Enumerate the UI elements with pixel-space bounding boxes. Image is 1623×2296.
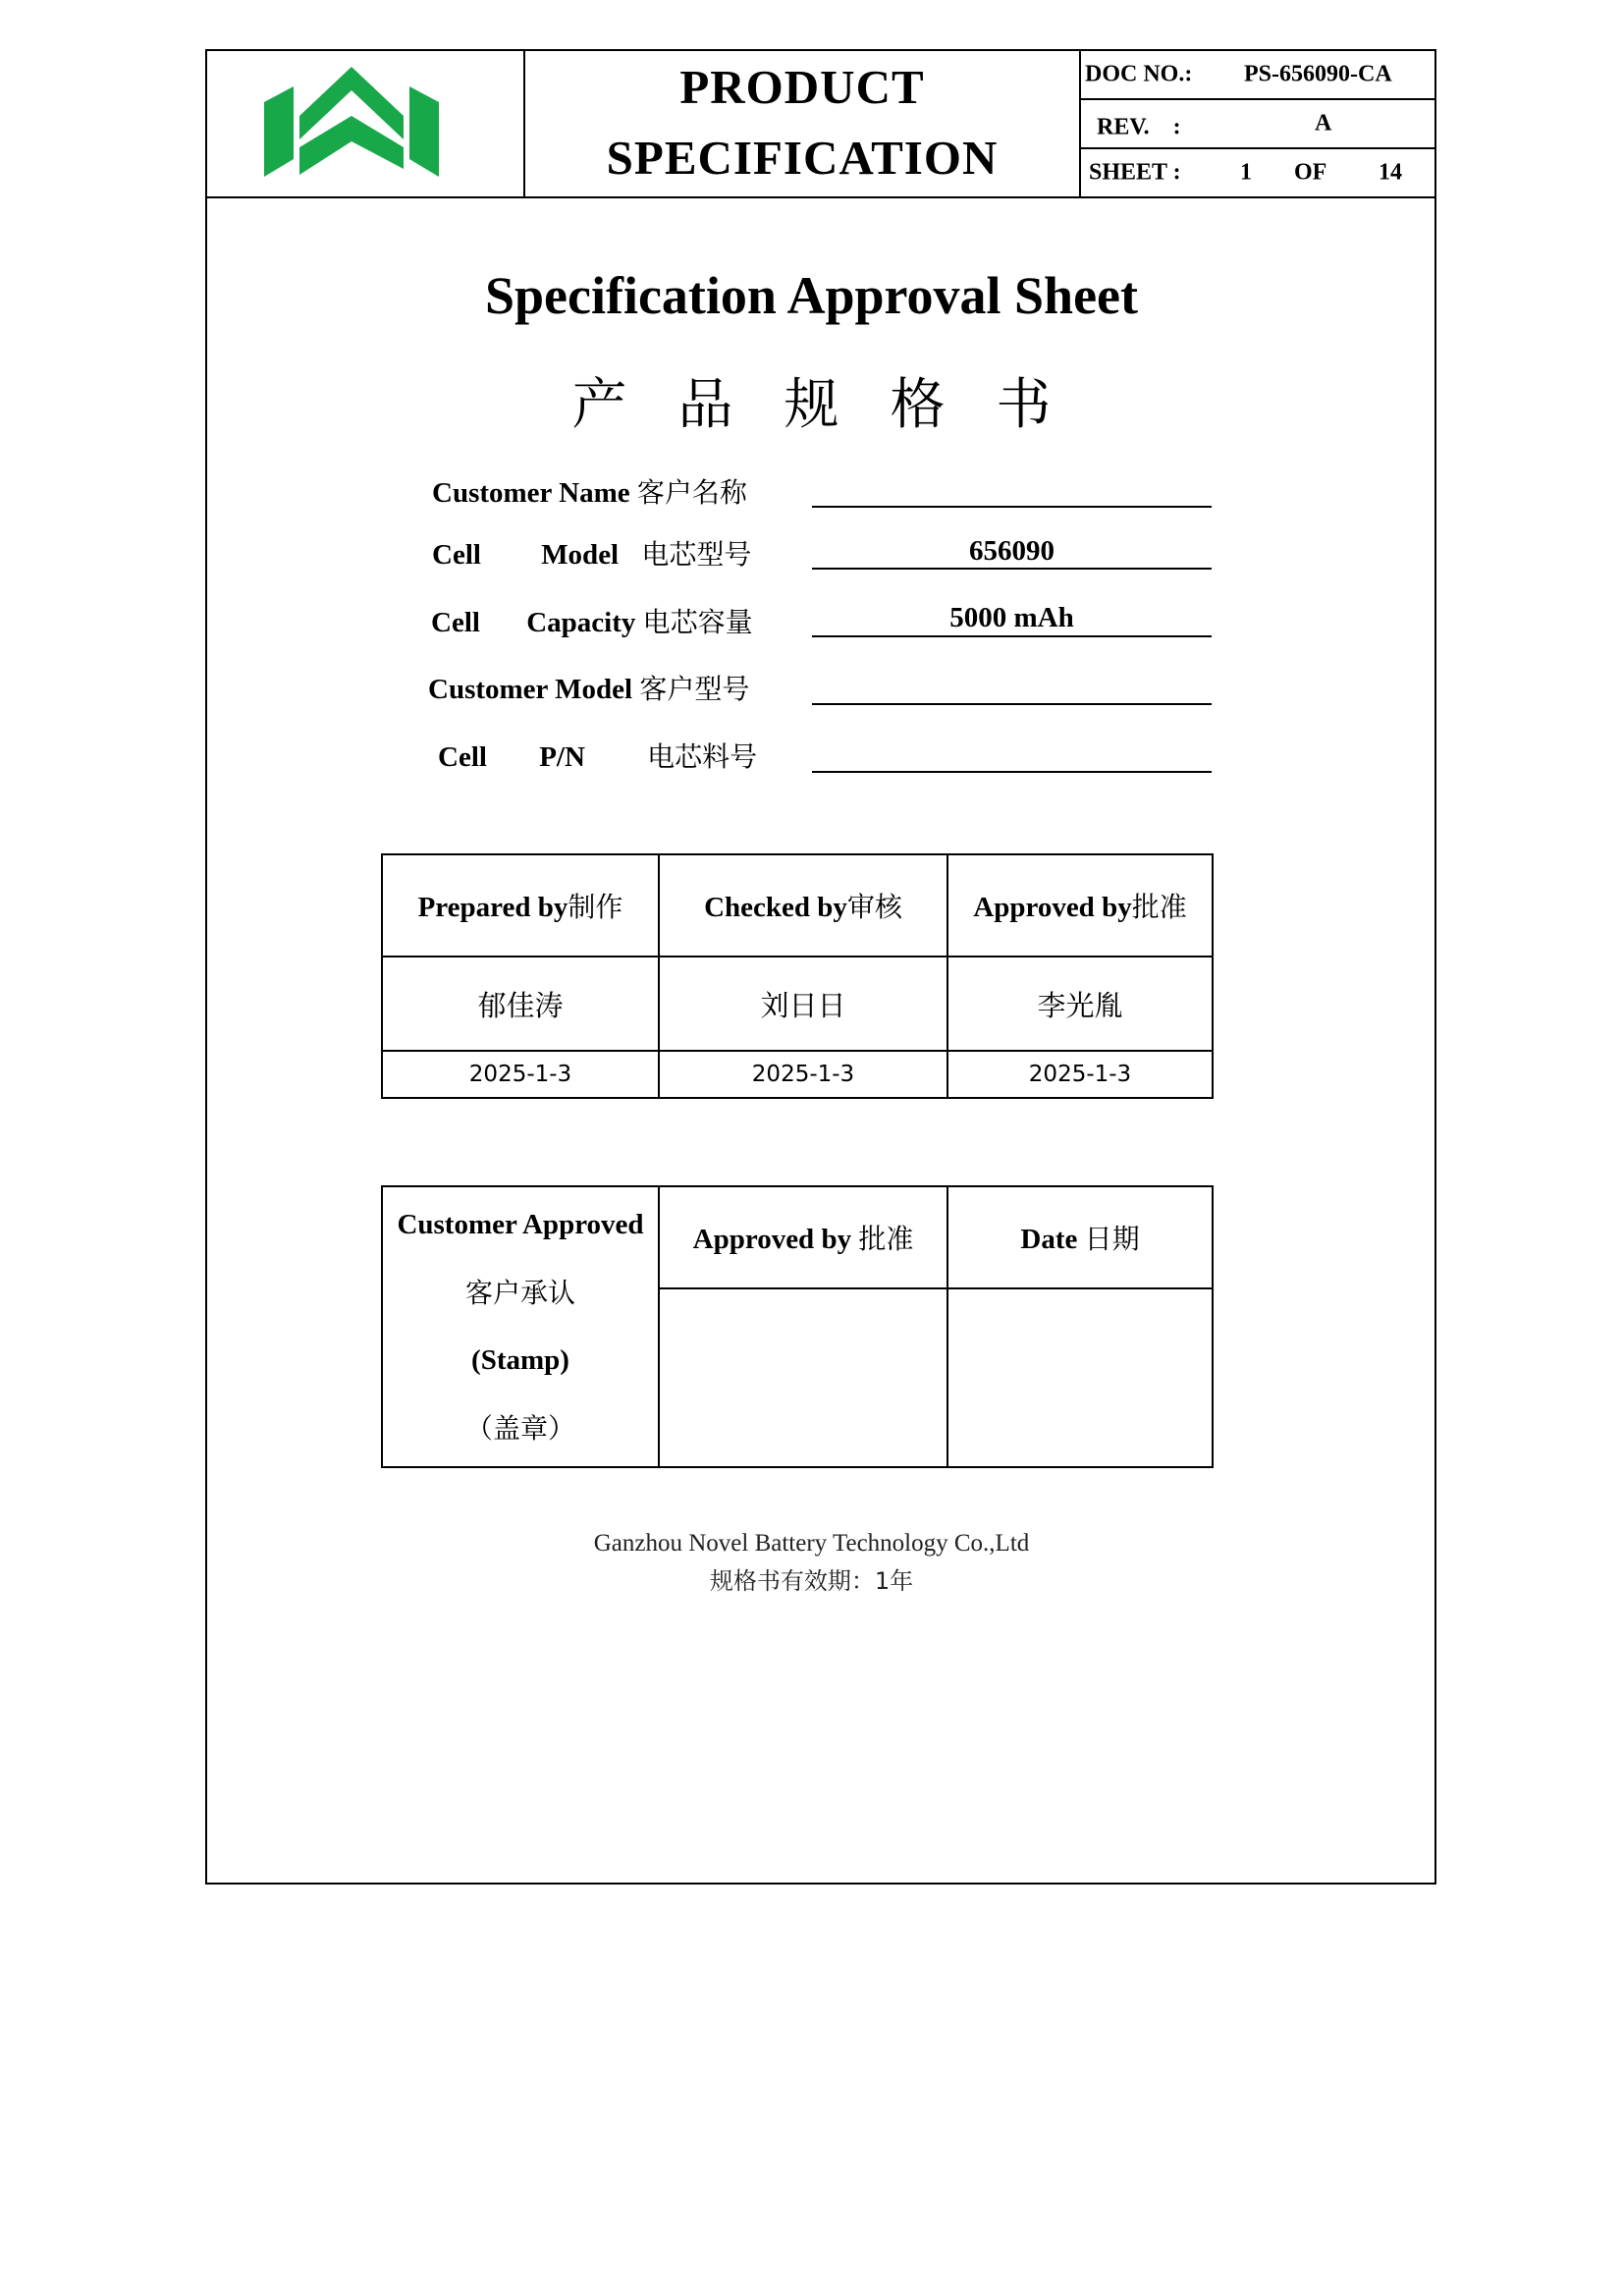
header-title bbox=[525, 51, 1081, 196]
approval-table bbox=[381, 853, 1214, 1099]
date-approved[interactable]: 2025-1-3 bbox=[947, 1051, 1213, 1098]
approval-header-row bbox=[382, 854, 1213, 957]
checked-by-en: Checked by bbox=[704, 892, 847, 923]
header-meta bbox=[1081, 51, 1434, 196]
prepared-by-en: Prepared by bbox=[417, 892, 568, 923]
logo-icon bbox=[207, 51, 523, 196]
checked-by-header bbox=[659, 854, 947, 957]
customer-approval-table bbox=[381, 1185, 1214, 1468]
field-cell-capacity-label bbox=[431, 601, 753, 640]
doc-no-row bbox=[1081, 51, 1434, 100]
stamp-en: (Stamp) bbox=[471, 1344, 569, 1376]
field-customer-model-label bbox=[428, 668, 749, 707]
signature-row bbox=[382, 957, 1213, 1051]
cell-capacity-en-b: Capacity bbox=[526, 607, 636, 638]
prepared-by-cn: 制作 bbox=[568, 891, 623, 923]
company-logo bbox=[207, 51, 525, 196]
approved-by-en: Approved by bbox=[973, 892, 1132, 923]
cell-model-cn: 电芯型号 bbox=[641, 538, 752, 571]
header-title-line1: PRODUCT bbox=[679, 60, 925, 114]
rev-row bbox=[1081, 100, 1434, 149]
customer-approved-by-header bbox=[659, 1186, 947, 1288]
customer-approved-cn: 客户承认 bbox=[464, 1277, 575, 1309]
sheet-current: 1 bbox=[1240, 159, 1252, 186]
customer-model-input[interactable] bbox=[812, 703, 1212, 705]
cell-pn-input[interactable] bbox=[812, 771, 1212, 773]
checked-by-cn: 审核 bbox=[846, 891, 902, 923]
signature-checked[interactable]: 刘日日 bbox=[659, 957, 947, 1051]
prepared-by-header bbox=[382, 854, 659, 957]
customer-approved-by-signature[interactable] bbox=[659, 1288, 947, 1467]
sheet-of: OF bbox=[1294, 159, 1327, 186]
title-chinese: 产品规格书 bbox=[571, 373, 1103, 437]
cell-capacity-input[interactable] bbox=[812, 635, 1212, 637]
title-english: Specification Approval Sheet bbox=[484, 266, 1139, 325]
cell-model-en-a: Cell bbox=[432, 539, 481, 571]
doc-no-value: PS-656090-CA bbox=[1244, 61, 1392, 87]
stamp-cn: （盖章） bbox=[464, 1412, 575, 1445]
customer-name-input[interactable] bbox=[812, 506, 1212, 508]
cell-model-en-b: Model bbox=[541, 539, 620, 571]
field-customer-name-label bbox=[432, 471, 747, 511]
rev-label: REV. : bbox=[1097, 114, 1181, 140]
doc-no-label: DOC NO.: bbox=[1085, 61, 1193, 87]
date-row bbox=[382, 1051, 1213, 1098]
customer-date-cn: 日期 bbox=[1084, 1223, 1140, 1255]
approved-by-header bbox=[947, 854, 1213, 957]
field-cell-pn-label bbox=[438, 736, 757, 775]
cell-pn-en-b: P/N bbox=[539, 741, 585, 773]
cell-capacity-cn: 电芯容量 bbox=[642, 606, 753, 638]
cell-pn-en-a: Cell bbox=[438, 741, 487, 773]
header-title-line2: SPECIFICATION bbox=[606, 131, 999, 185]
customer-name-en: Customer Name bbox=[432, 477, 630, 509]
customer-approved-cell bbox=[382, 1186, 659, 1467]
cell-capacity-en-a: Cell bbox=[431, 607, 480, 638]
cell-pn-cn: 电芯料号 bbox=[647, 740, 758, 773]
cell-model-input[interactable] bbox=[812, 568, 1212, 570]
customer-name-cn: 客户名称 bbox=[636, 476, 747, 509]
approved-by-cn: 批准 bbox=[1131, 891, 1187, 923]
signature-approved[interactable]: 李光胤 bbox=[947, 957, 1213, 1051]
signature-prepared[interactable]: 郁佳涛 bbox=[382, 957, 659, 1051]
customer-date-header bbox=[947, 1186, 1213, 1288]
customer-header-row bbox=[382, 1186, 1213, 1288]
sheet-total: 14 bbox=[1379, 159, 1402, 186]
customer-date-signature[interactable] bbox=[947, 1288, 1213, 1467]
date-prepared[interactable]: 2025-1-3 bbox=[382, 1051, 659, 1098]
header bbox=[207, 51, 1434, 198]
customer-model-en: Customer Model bbox=[428, 674, 633, 705]
footer-company: Ganzhou Novel Battery Technology Co.,Ltd bbox=[593, 1530, 1030, 1557]
sheet-row bbox=[1081, 149, 1434, 196]
field-cell-model-label bbox=[432, 533, 751, 573]
customer-date-en: Date bbox=[1020, 1224, 1078, 1255]
footer-validity: 规格书有效期：1年 bbox=[709, 1567, 914, 1595]
rev-value: A bbox=[1315, 110, 1332, 137]
customer-model-cn: 客户型号 bbox=[639, 673, 750, 705]
customer-approved-by-en: Approved by bbox=[692, 1224, 852, 1255]
cell-capacity-value: 5000 mAh bbox=[949, 602, 1074, 633]
customer-approved-en: Customer Approved bbox=[397, 1209, 644, 1240]
customer-approved-by-cn: 批准 bbox=[858, 1223, 914, 1255]
sheet-label: SHEET : bbox=[1089, 159, 1181, 186]
cell-model-value: 656090 bbox=[969, 535, 1055, 567]
date-checked[interactable]: 2025-1-3 bbox=[659, 1051, 947, 1098]
